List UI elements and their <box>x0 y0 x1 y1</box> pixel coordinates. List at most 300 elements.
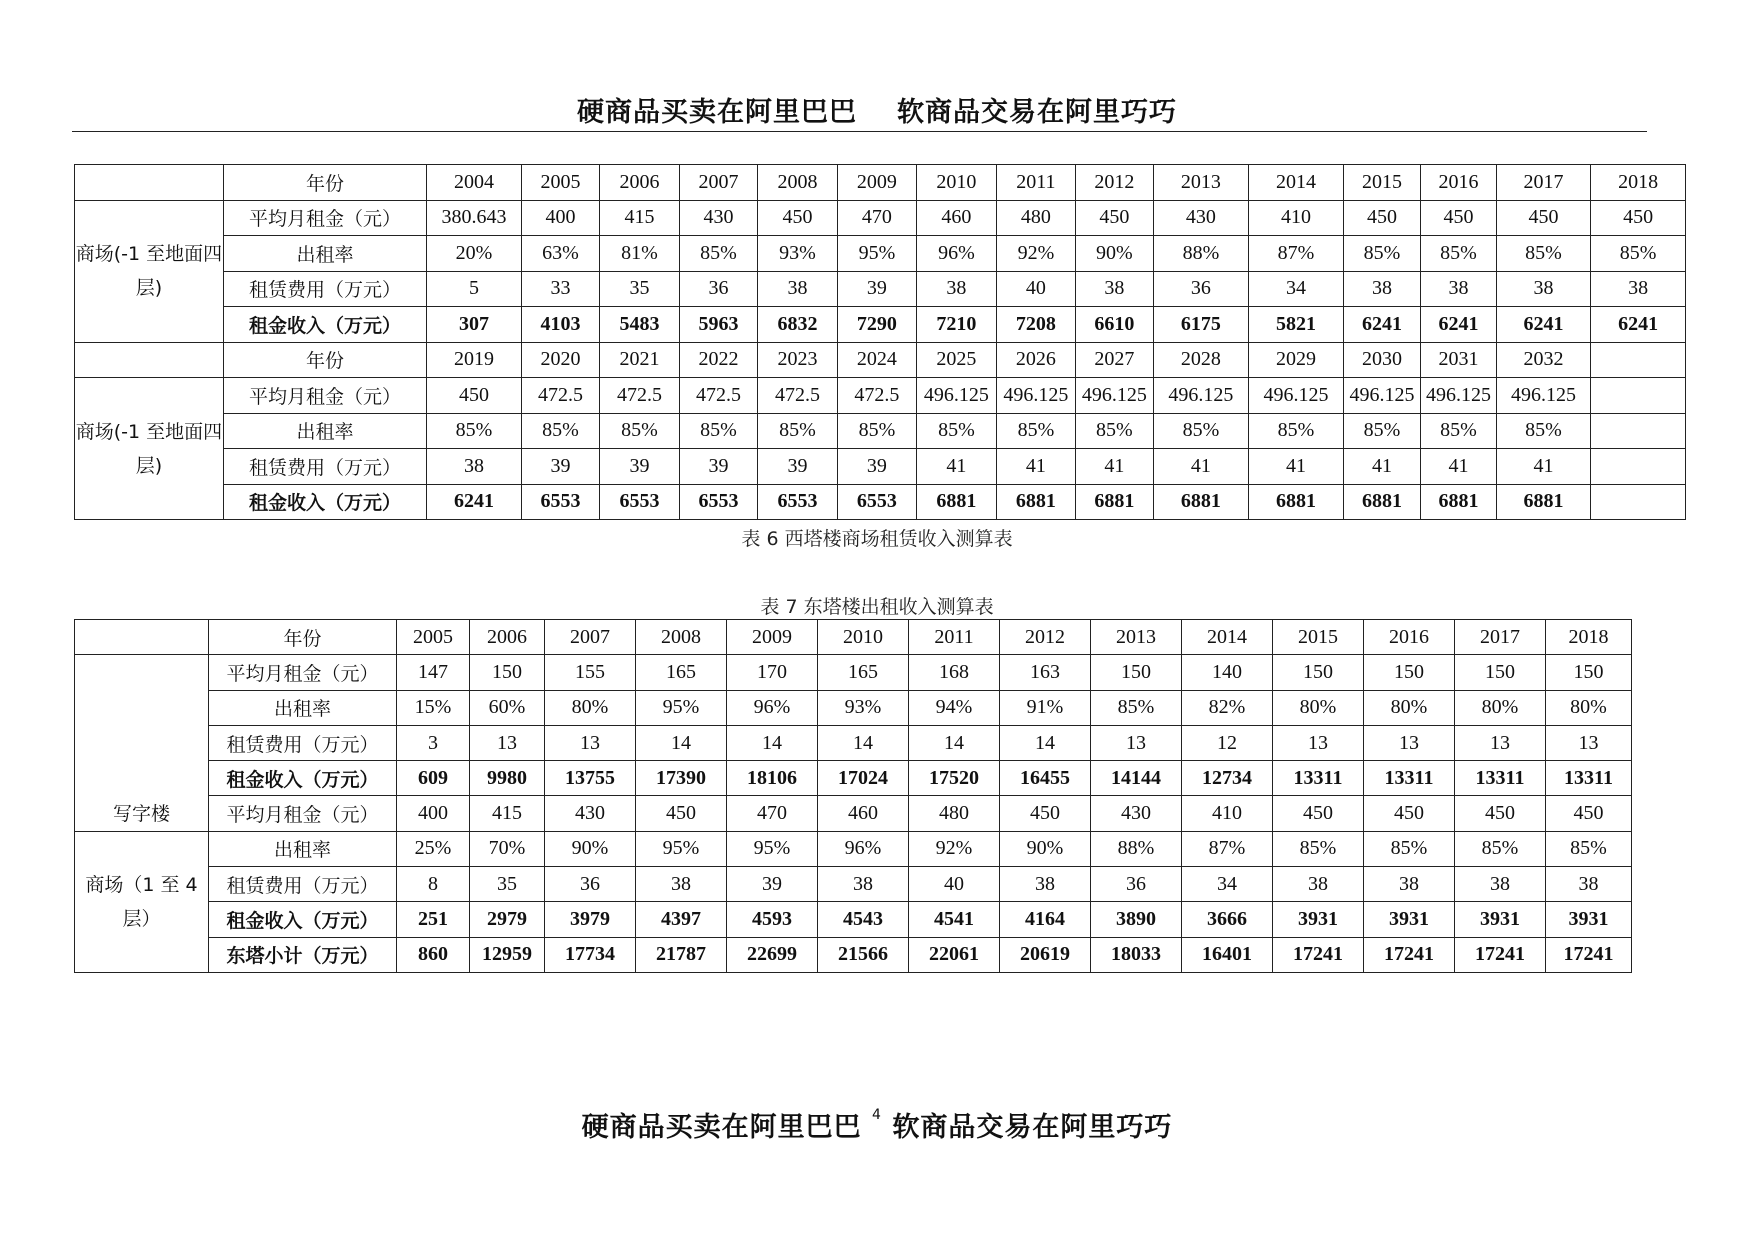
value-cell: 6553 <box>758 484 837 520</box>
value-cell: 496.125 <box>1153 378 1249 414</box>
table-row <box>75 655 1632 690</box>
table-row <box>75 271 1686 307</box>
row-label: 租金收入（万元） <box>209 761 397 796</box>
value-cell: 38 <box>1455 867 1546 902</box>
value-cell: 4593 <box>727 902 818 937</box>
table-row <box>75 307 1686 343</box>
table6-caption: 表 6 西塔楼商场租赁收入测算表 <box>741 528 1013 550</box>
row-label: 租金收入（万元） <box>223 484 426 520</box>
year-cell: 2020 <box>521 342 599 378</box>
year-cell: 2030 <box>1343 342 1420 378</box>
value-cell: 13311 <box>1546 761 1632 796</box>
value-cell: 17241 <box>1546 937 1632 972</box>
year-cell: 2008 <box>758 165 837 201</box>
year-cell: 2019 <box>427 342 522 378</box>
value-cell: 13 <box>545 725 636 760</box>
value-cell: 90% <box>1076 236 1153 272</box>
value-cell: 88% <box>1091 831 1182 866</box>
value-cell: 430 <box>1153 200 1249 236</box>
value-cell: 38 <box>917 271 996 307</box>
value-cell <box>1591 413 1686 449</box>
value-cell: 38 <box>1496 271 1591 307</box>
value-cell: 22699 <box>727 937 818 972</box>
row-label: 平均月租金（元） <box>209 796 397 831</box>
value-cell: 6832 <box>758 307 837 343</box>
value-cell: 496.125 <box>1076 378 1153 414</box>
year-cell: 2004 <box>427 165 522 201</box>
value-cell: 7290 <box>837 307 916 343</box>
value-cell: 165 <box>636 655 727 690</box>
value-cell: 85% <box>1546 831 1632 866</box>
value-cell: 85% <box>917 413 996 449</box>
value-cell: 470 <box>727 796 818 831</box>
value-cell: 496.125 <box>1496 378 1591 414</box>
value-cell: 40 <box>909 867 1000 902</box>
value-cell: 39 <box>758 449 837 485</box>
table7-caption: 表 7 东塔楼出租收入测算表 <box>760 596 994 618</box>
value-cell: 4164 <box>1000 902 1091 937</box>
table-body <box>75 620 1632 973</box>
value-cell: 70% <box>470 831 545 866</box>
year-header: 年份 <box>209 620 397 655</box>
year-cell: 2023 <box>758 342 837 378</box>
value-cell: 38 <box>427 449 522 485</box>
value-cell: 472.5 <box>758 378 837 414</box>
value-cell: 460 <box>917 200 996 236</box>
value-cell: 450 <box>636 796 727 831</box>
value-cell: 6241 <box>1421 307 1496 343</box>
year-cell: 2027 <box>1076 342 1153 378</box>
value-cell: 41 <box>1421 449 1496 485</box>
value-cell: 472.5 <box>679 378 757 414</box>
value-cell: 93% <box>818 690 909 725</box>
value-cell: 496.125 <box>917 378 996 414</box>
value-cell: 85% <box>1421 413 1496 449</box>
value-cell: 94% <box>909 690 1000 725</box>
value-cell: 20619 <box>1000 937 1091 972</box>
value-cell: 95% <box>727 831 818 866</box>
blank-cell <box>75 620 209 655</box>
value-cell: 85% <box>1091 690 1182 725</box>
value-cell: 4541 <box>909 902 1000 937</box>
value-cell: 13 <box>1273 725 1364 760</box>
value-cell: 16401 <box>1182 937 1273 972</box>
value-cell: 450 <box>1496 200 1591 236</box>
blank-cell <box>75 342 224 378</box>
value-cell: 860 <box>397 937 470 972</box>
value-cell: 38 <box>818 867 909 902</box>
value-cell: 480 <box>909 796 1000 831</box>
row-label: 租金收入（万元） <box>209 902 397 937</box>
value-cell <box>1591 378 1686 414</box>
group-label: 商场(-1 至地面四层) <box>75 378 224 520</box>
table-row <box>75 761 1632 796</box>
value-cell: 96% <box>917 236 996 272</box>
year-cell: 2013 <box>1153 165 1249 201</box>
value-cell: 17390 <box>636 761 727 796</box>
year-cell: 2014 <box>1182 620 1273 655</box>
value-cell: 6881 <box>1421 484 1496 520</box>
value-cell: 460 <box>818 796 909 831</box>
value-cell: 41 <box>996 449 1075 485</box>
value-cell: 6610 <box>1076 307 1153 343</box>
value-cell: 38 <box>636 867 727 902</box>
value-cell: 450 <box>1000 796 1091 831</box>
header-title <box>0 90 1754 129</box>
value-cell: 36 <box>545 867 636 902</box>
value-cell: 450 <box>758 200 837 236</box>
value-cell: 3931 <box>1273 902 1364 937</box>
value-cell: 85% <box>1343 236 1420 272</box>
value-cell: 14144 <box>1091 761 1182 796</box>
west-tower-rental-table <box>74 164 1686 520</box>
value-cell: 6241 <box>1496 307 1591 343</box>
header-rule <box>72 131 1647 132</box>
value-cell: 13 <box>470 725 545 760</box>
value-cell: 5963 <box>679 307 757 343</box>
value-cell: 17024 <box>818 761 909 796</box>
value-cell: 80% <box>1455 690 1546 725</box>
year-cell: 2013 <box>1091 620 1182 655</box>
value-cell: 36 <box>1153 271 1249 307</box>
value-cell: 150 <box>1546 655 1632 690</box>
value-cell: 33 <box>521 271 599 307</box>
value-cell: 95% <box>636 831 727 866</box>
value-cell: 39 <box>600 449 679 485</box>
value-cell: 39 <box>727 867 818 902</box>
value-cell: 41 <box>1496 449 1591 485</box>
value-cell: 13 <box>1091 725 1182 760</box>
value-cell: 85% <box>1249 413 1344 449</box>
value-cell: 38 <box>1000 867 1091 902</box>
value-cell: 17734 <box>545 937 636 972</box>
year-cell: 2014 <box>1249 165 1344 201</box>
year-cell: 2029 <box>1249 342 1344 378</box>
value-cell: 168 <box>909 655 1000 690</box>
value-cell: 3979 <box>545 902 636 937</box>
value-cell: 472.5 <box>521 378 599 414</box>
value-cell: 410 <box>1249 200 1344 236</box>
value-cell: 147 <box>397 655 470 690</box>
value-cell: 85% <box>600 413 679 449</box>
value-cell: 85% <box>521 413 599 449</box>
value-cell: 85% <box>996 413 1075 449</box>
value-cell: 150 <box>470 655 545 690</box>
value-cell: 21566 <box>818 937 909 972</box>
value-cell: 163 <box>1000 655 1091 690</box>
value-cell: 92% <box>909 831 1000 866</box>
value-cell: 4103 <box>521 307 599 343</box>
value-cell: 450 <box>1364 796 1455 831</box>
value-cell: 450 <box>1076 200 1153 236</box>
value-cell: 6881 <box>1249 484 1344 520</box>
value-cell: 6881 <box>917 484 996 520</box>
value-cell: 41 <box>917 449 996 485</box>
year-cell: 2015 <box>1273 620 1364 655</box>
table-row <box>75 236 1686 272</box>
value-cell: 6175 <box>1153 307 1249 343</box>
value-cell: 307 <box>427 307 522 343</box>
value-cell: 496.125 <box>1249 378 1344 414</box>
value-cell: 35 <box>470 867 545 902</box>
value-cell: 85% <box>758 413 837 449</box>
value-cell: 95% <box>636 690 727 725</box>
value-cell: 3890 <box>1091 902 1182 937</box>
group-label-mall: 商场（1 至 4 层） <box>75 831 209 972</box>
value-cell: 96% <box>818 831 909 866</box>
value-cell: 87% <box>1249 236 1344 272</box>
year-cell: 2016 <box>1364 620 1455 655</box>
year-cell: 2008 <box>636 620 727 655</box>
value-cell: 38 <box>1591 271 1686 307</box>
header-title-left: 硬商品买卖在阿里巴巴 <box>577 97 857 128</box>
value-cell: 38 <box>1076 271 1153 307</box>
value-cell: 18106 <box>727 761 818 796</box>
year-cell: 2010 <box>917 165 996 201</box>
year-cell: 2012 <box>1076 165 1153 201</box>
table-row <box>75 796 1632 831</box>
year-cell: 2017 <box>1455 620 1546 655</box>
value-cell: 38 <box>1546 867 1632 902</box>
value-cell: 6553 <box>837 484 916 520</box>
table-row <box>75 413 1686 449</box>
value-cell: 88% <box>1153 236 1249 272</box>
value-cell: 17520 <box>909 761 1000 796</box>
value-cell: 5483 <box>600 307 679 343</box>
value-cell: 496.125 <box>996 378 1075 414</box>
value-cell: 12 <box>1182 725 1273 760</box>
value-cell: 5 <box>427 271 522 307</box>
table-row <box>75 620 1632 655</box>
value-cell: 3931 <box>1455 902 1546 937</box>
year-cell: 2021 <box>600 342 679 378</box>
value-cell: 150 <box>1091 655 1182 690</box>
table-row <box>75 342 1686 378</box>
row-label: 东塔小计（万元） <box>209 937 397 972</box>
value-cell: 450 <box>1421 200 1496 236</box>
value-cell: 85% <box>1343 413 1420 449</box>
value-cell: 39 <box>837 449 916 485</box>
value-cell: 7208 <box>996 307 1075 343</box>
value-cell: 41 <box>1153 449 1249 485</box>
value-cell: 35 <box>600 271 679 307</box>
value-cell: 41 <box>1249 449 1344 485</box>
value-cell: 85% <box>1455 831 1546 866</box>
value-cell: 38 <box>758 271 837 307</box>
year-cell: 2011 <box>909 620 1000 655</box>
table-row <box>75 725 1632 760</box>
value-cell: 155 <box>545 655 636 690</box>
value-cell: 18033 <box>1091 937 1182 972</box>
value-cell: 410 <box>1182 796 1273 831</box>
value-cell: 80% <box>1546 690 1632 725</box>
year-cell: 2032 <box>1496 342 1591 378</box>
value-cell: 3666 <box>1182 902 1273 937</box>
year-cell <box>1591 342 1686 378</box>
year-cell: 2028 <box>1153 342 1249 378</box>
value-cell: 251 <box>397 902 470 937</box>
value-cell: 85% <box>1076 413 1153 449</box>
value-cell: 13755 <box>545 761 636 796</box>
year-cell: 2005 <box>397 620 470 655</box>
value-cell: 20% <box>427 236 522 272</box>
value-cell: 38 <box>1273 867 1364 902</box>
year-cell: 2007 <box>679 165 757 201</box>
row-label: 出租率 <box>209 690 397 725</box>
value-cell: 3 <box>397 725 470 760</box>
value-cell: 91% <box>1000 690 1091 725</box>
value-cell: 85% <box>1421 236 1496 272</box>
value-cell: 13311 <box>1455 761 1546 796</box>
value-cell: 2979 <box>470 902 545 937</box>
value-cell: 41 <box>1076 449 1153 485</box>
value-cell: 4543 <box>818 902 909 937</box>
value-cell: 6241 <box>1343 307 1420 343</box>
value-cell: 6881 <box>1153 484 1249 520</box>
value-cell: 38 <box>1343 271 1420 307</box>
year-header: 年份 <box>223 165 426 201</box>
value-cell: 3931 <box>1546 902 1632 937</box>
value-cell <box>1591 484 1686 520</box>
value-cell: 39 <box>837 271 916 307</box>
value-cell: 6881 <box>996 484 1075 520</box>
value-cell: 96% <box>727 690 818 725</box>
value-cell: 480 <box>996 200 1075 236</box>
value-cell: 39 <box>679 449 757 485</box>
year-cell: 2011 <box>996 165 1075 201</box>
year-cell: 2005 <box>521 165 599 201</box>
value-cell: 450 <box>427 378 522 414</box>
value-cell: 13 <box>1364 725 1455 760</box>
value-cell: 472.5 <box>837 378 916 414</box>
table-row <box>75 831 1632 866</box>
row-label: 平均月租金（元） <box>209 655 397 690</box>
row-label: 平均月租金（元） <box>223 378 426 414</box>
value-cell: 450 <box>1546 796 1632 831</box>
value-cell: 80% <box>1273 690 1364 725</box>
value-cell: 450 <box>1591 200 1686 236</box>
value-cell: 6881 <box>1076 484 1153 520</box>
row-label: 租金收入（万元） <box>223 307 426 343</box>
value-cell: 38 <box>1364 867 1455 902</box>
value-cell: 95% <box>837 236 916 272</box>
value-cell: 3931 <box>1364 902 1455 937</box>
value-cell: 609 <box>397 761 470 796</box>
value-cell: 6553 <box>521 484 599 520</box>
value-cell: 15% <box>397 690 470 725</box>
value-cell: 93% <box>758 236 837 272</box>
year-cell: 2009 <box>837 165 916 201</box>
value-cell: 415 <box>600 200 679 236</box>
east-tower-rental-table <box>74 619 1632 973</box>
year-cell: 2018 <box>1546 620 1632 655</box>
value-cell: 25% <box>397 831 470 866</box>
value-cell: 90% <box>1000 831 1091 866</box>
row-label: 租赁费用（万元） <box>209 725 397 760</box>
row-label: 出租率 <box>223 413 426 449</box>
value-cell: 85% <box>1364 831 1455 866</box>
blank-cell <box>75 165 224 201</box>
year-cell: 2009 <box>727 620 818 655</box>
value-cell: 17241 <box>1364 937 1455 972</box>
value-cell: 6553 <box>679 484 757 520</box>
value-cell: 90% <box>545 831 636 866</box>
table-row <box>75 937 1632 972</box>
value-cell: 87% <box>1182 831 1273 866</box>
year-header: 年份 <box>223 342 426 378</box>
table-row <box>75 690 1632 725</box>
year-cell: 2015 <box>1343 165 1420 201</box>
value-cell: 150 <box>1364 655 1455 690</box>
value-cell: 36 <box>1091 867 1182 902</box>
year-cell: 2022 <box>679 342 757 378</box>
year-cell: 2007 <box>545 620 636 655</box>
value-cell: 85% <box>1496 236 1591 272</box>
value-cell: 34 <box>1249 271 1344 307</box>
value-cell: 450 <box>1273 796 1364 831</box>
value-cell: 17241 <box>1273 937 1364 972</box>
value-cell: 21787 <box>636 937 727 972</box>
value-cell: 34 <box>1182 867 1273 902</box>
value-cell: 8 <box>397 867 470 902</box>
value-cell: 6881 <box>1496 484 1591 520</box>
value-cell: 14 <box>1000 725 1091 760</box>
row-label: 平均月租金（元） <box>223 200 426 236</box>
value-cell: 85% <box>427 413 522 449</box>
value-cell: 150 <box>1455 655 1546 690</box>
value-cell: 450 <box>1455 796 1546 831</box>
value-cell: 36 <box>679 271 757 307</box>
value-cell: 85% <box>1273 831 1364 866</box>
value-cell: 63% <box>521 236 599 272</box>
value-cell: 430 <box>1091 796 1182 831</box>
value-cell: 38 <box>1421 271 1496 307</box>
value-cell: 41 <box>1343 449 1420 485</box>
page-number: 4 <box>872 1107 882 1123</box>
value-cell: 60% <box>470 690 545 725</box>
value-cell: 496.125 <box>1343 378 1420 414</box>
table-row <box>75 200 1686 236</box>
value-cell: 80% <box>545 690 636 725</box>
value-cell: 85% <box>1496 413 1591 449</box>
value-cell: 400 <box>397 796 470 831</box>
value-cell: 13 <box>1546 725 1632 760</box>
row-label: 租赁费用（万元） <box>223 271 426 307</box>
value-cell: 39 <box>521 449 599 485</box>
year-cell: 2010 <box>818 620 909 655</box>
value-cell: 14 <box>909 725 1000 760</box>
year-cell: 2018 <box>1591 165 1686 201</box>
year-cell: 2026 <box>996 342 1075 378</box>
value-cell: 40 <box>996 271 1075 307</box>
value-cell: 85% <box>679 236 757 272</box>
value-cell: 6881 <box>1343 484 1420 520</box>
value-cell: 5821 <box>1249 307 1344 343</box>
value-cell: 150 <box>1273 655 1364 690</box>
year-cell: 2025 <box>917 342 996 378</box>
table-row <box>75 484 1686 520</box>
value-cell: 80% <box>1364 690 1455 725</box>
value-cell: 400 <box>521 200 599 236</box>
row-label: 租赁费用（万元） <box>209 867 397 902</box>
year-cell: 2031 <box>1421 342 1496 378</box>
year-cell: 2017 <box>1496 165 1591 201</box>
value-cell: 85% <box>679 413 757 449</box>
value-cell: 6241 <box>1591 307 1686 343</box>
value-cell: 430 <box>545 796 636 831</box>
table-row <box>75 165 1686 201</box>
value-cell <box>1591 449 1686 485</box>
